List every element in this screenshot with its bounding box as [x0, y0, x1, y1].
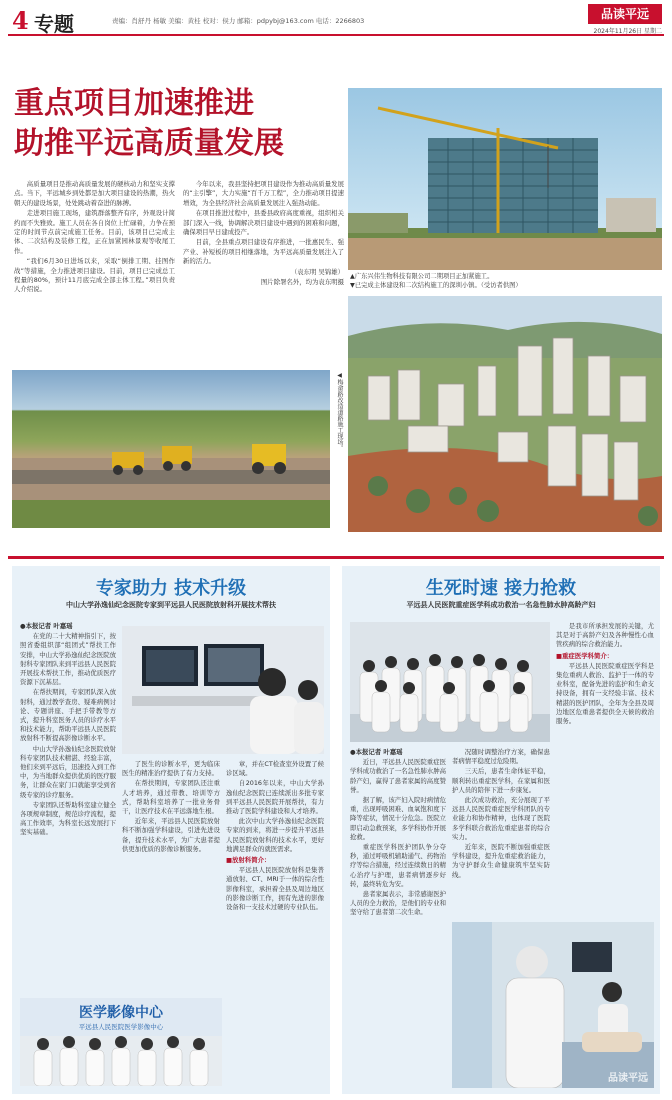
panel-expert-assistance: [12, 566, 330, 1094]
roadworks-illustration: [12, 370, 330, 528]
feature-paragraph: 走进项目施工现场，建筑群落整齐有序，外观设计简约而不失雅致。施工人员在各自岗位上忙碌着，力争在预定的时间节点前完成施工任务。目前，该项目已完成主体、二次结构及装修工程，正在加紧园林景观等收尾工作。: [14, 209, 175, 255]
article-paragraph: 在帮扶期间，专家团队还注重人才培养，通过带教、培训等方式，帮助科室培养了一批业务骨干，让医疗技术在平远落地生根。: [122, 779, 220, 816]
article-paragraph: 况随时调整治疗方案，确保患者病情平稳度过危险期。: [452, 748, 550, 766]
panel-left-column-2: [122, 760, 220, 990]
photo-a-caption-line: ▲广东兴伟生物科技有限公司二期项目正加紧施工。: [350, 273, 494, 280]
photo-a-caption-line: ▼已完成主体建设和二次结构施工的深圳小镇。（受访者供图）: [350, 282, 522, 289]
article-paragraph: 在党的二十大精神指引下，按照省委组织部“组团式”帮扶工作安排，中山大学孙逸仙纪念医院放射科专家团队来到平远县人民医院开展技术帮扶工作，推动优质医疗资源下沉基层。: [20, 632, 116, 687]
masthead: [8, 4, 664, 36]
photo-a-caption: [350, 272, 662, 290]
medical-imaging-center-photo: [20, 998, 222, 1086]
article-paragraph: 患者家属表示，非常感谢医护人员的全力救治，是他们的专业和坚守给了患者第二次生命。: [350, 890, 446, 917]
panel-right-column-2: [452, 748, 550, 916]
article-paragraph: 近年来，医院不断加强重症医学科建设，提升危重症救治能力，为守护群众生命健康筑牢坚实防线。: [452, 843, 550, 879]
imaging-center-title: 医学影像中心: [79, 1005, 163, 1021]
aerial-town-photo: [348, 296, 662, 532]
article-paragraph: 专家团队还帮助科室建立健全各项规章制度，规范诊疗流程，提高工作效率，为科室长远发展打下坚实基础。: [20, 800, 116, 837]
intro-subhead: ■重症医学科简介：: [556, 651, 614, 660]
panel-right-column-3: [556, 622, 654, 912]
panel-left-column-3: [226, 760, 324, 1060]
section-divider: [8, 556, 664, 559]
panel-left-title: 专家助力 技术升级: [95, 578, 247, 599]
article-paragraph: 此次中山大学孙逸仙纪念医院专家的到来，将进一步提升平远县人民医院放射科的技术水平，更好地满足群众的就医需求。: [226, 817, 324, 853]
feature-paragraph: “我们6月30日进场以来，采取“倒排工期、挂图作战”等措施，全力推进项目建设。目前，项目已完成总工程量的80%，预计11月底完成全部主体工程。”项目负责人介绍说。: [14, 257, 175, 294]
icu-team-photo: [350, 622, 550, 742]
section-name: 专题: [34, 12, 74, 36]
article-paragraph: 近日，平远县人民医院重症医学科成功救治了一名急性肺水肿高龄产妇，赢得了患者家属的高度赞誉。: [350, 758, 446, 794]
byline: ●本报记者 叶嘉瑶: [350, 748, 403, 756]
issue-date: 2024年11月26日 星期二: [593, 28, 662, 35]
article-paragraph: 重症医学科医护团队争分夺秒，通过呼吸机辅助通气、药物治疗等综合措施，经过连续数日的精心治疗与护理，患者病情逐步好转，最终转危为安。: [350, 843, 446, 888]
feature-paragraph: 高质量项目是推动高质量发展的硬核动力和坚实支撑点。当下，平远城乡到处都是加大项目建设的热潮，热火朝天的建设场景，处处跳动着奋进的脉搏。: [14, 180, 175, 207]
roadworks-caption: ◀梅畲路改造道路施工现场。: [336, 372, 343, 451]
article-paragraph: 在帮扶期间，专家团队深入放射科，通过教学查房、疑难病例讨论、专题讲座、手把手带教等方式，提升科室医务人员的诊疗水平和技术能力，帮助平远县人民医院放射科不断提高影像诊断水平。: [20, 688, 116, 743]
doctor-at-workstation-photo: [122, 626, 324, 754]
icu-team-illustration: [350, 622, 550, 742]
page-number: 4: [12, 6, 29, 35]
intro-paragraph: 平远县人民医院重症医学科是集危重病人救治、监护于一体的专业科室，配备先进的监护和生命支持设备，拥有一支经验丰富、技术精湛的医护团队，全年为全县及周边地区危重患者提供全天候的救治服务。: [556, 661, 654, 726]
feature-credit: （袁东明 吴锦雄）: [290, 267, 344, 276]
patient-care-photo: [452, 922, 654, 1088]
panel-right-title: 生死时速 接力抢救: [425, 578, 577, 599]
aerial-town-illustration: [348, 296, 662, 532]
article-paragraph: 据了解，该产妇入院时病情危重，出现呼吸困难、血氧饱和度下降等症状，情况十分危急。医院立即启动急救预案，多学科协作开展抢救。: [350, 796, 446, 841]
intro-subhead: ■放射科简介：: [226, 856, 271, 865]
watermark-logo: 品读平远: [608, 1073, 648, 1084]
headline-line-2: 助推平远高质量发展: [14, 126, 284, 161]
article-paragraph: 中山大学孙逸仙纪念医院放射科专家团队技术精湛、经验丰富，他们来到平远后，迅速投入到工作中，为当地群众提供优质的医疗服务，让群众在家门口就能享受到省级专家的诊疗服务。: [20, 744, 116, 799]
byline: ●本报记者 叶嘉瑶: [20, 622, 73, 630]
feature-headline: [14, 84, 344, 164]
article-paragraph: 此次成功救治，充分展现了平远县人民医院重症医学科团队的专业能力和协作精神，也体现了医院多学科联合救治危重症患者的综合实力。: [452, 796, 550, 841]
patient-care-illustration: [452, 922, 654, 1088]
imaging-center-sign: [20, 998, 222, 1036]
construction-illustration: [348, 88, 662, 270]
staff-group-illustration: [20, 1036, 222, 1086]
panel-right-column-1: [350, 748, 446, 1088]
feature-paragraph: 在项目推进过程中，县委县政府高度重视，组织相关部门深入一线，协调解决项目建设中遇到的困难和问题，确保项目早日建成投产。: [183, 209, 344, 237]
workstation-illustration: [122, 626, 324, 754]
panel-left-subtitle: 中山大学孙逸仙纪念医院专家到平远县人民医院放射科开展技术帮扶: [66, 601, 276, 609]
article-paragraph: 是我市所承担发展的关键，尤其是对于高龄产妇及各种慢性心血管疾病的综合救治能力。: [556, 622, 654, 649]
article-paragraph: 了医生的诊断水平，更为临床医生的精准治疗提供了有力支持。: [122, 760, 220, 778]
staff-line: 责编：肖舒丹 杨敏 美编：黄桂 校对：侯力 邮箱：pdpybj@163.com 电话：2266803: [112, 17, 365, 25]
panel-emergency-rescue: [342, 566, 660, 1094]
brand-logo: 品读平远: [588, 4, 662, 24]
article-paragraph: 自2016年以来，中山大学孙逸仙纪念医院已连续派出多批专家到平远县人民医院开展帮扶，有力推动了医院学科建设和人才培养。: [226, 779, 324, 816]
intro-paragraph: 平远县人民医院放射科是集普通放射、CT、MRI于一体的综合性影像科室，承担着全县及周边地区的影像诊断工作，拥有先进的影像设备和一支技术过硬的专业队伍。: [226, 866, 324, 912]
feature-paragraph: 今年以来，我县坚持把项目建设作为推动高质量发展的“主引擎”，大力实施“百千万工程”，全力推动项目提速增效，为全县经济社会高质量发展注入强劲动能。: [183, 180, 344, 207]
construction-photo: [348, 88, 662, 270]
panel-right-subtitle: 平远县人民医院重症医学科成功救治一名急性肺水肿高龄产妇: [406, 601, 596, 609]
article-paragraph: 三天后，患者生命体征平稳，顺利转出重症医学科，在家属和医护人员的陪伴下进一步康复。: [452, 767, 550, 794]
photo-credit: 图片除署名外，均为袁东明摄: [260, 278, 344, 287]
feature-paragraph: 目前，全县重点项目建设有序推进，一批惠民生、强产业、补短板的项目相继落地，为平远高质量发展注入了新的活力。: [183, 238, 344, 266]
roadworks-photo: [12, 370, 330, 528]
imaging-center-subtitle: 平远县人民医院医学影像中心: [78, 1023, 164, 1031]
panel-left-column-1: [20, 622, 116, 990]
article-paragraph: 近年来，平远县人民医院放射科不断加强学科建设，引进先进设备，提升技术水平，为广大患者提供更加优质的影像诊断服务。: [122, 817, 220, 853]
feature-body: [14, 180, 344, 370]
headline-line-1: 重点项目加速推进: [14, 86, 254, 121]
article-paragraph: 章，并在CT检查室外设置了候诊区域。: [226, 760, 324, 778]
